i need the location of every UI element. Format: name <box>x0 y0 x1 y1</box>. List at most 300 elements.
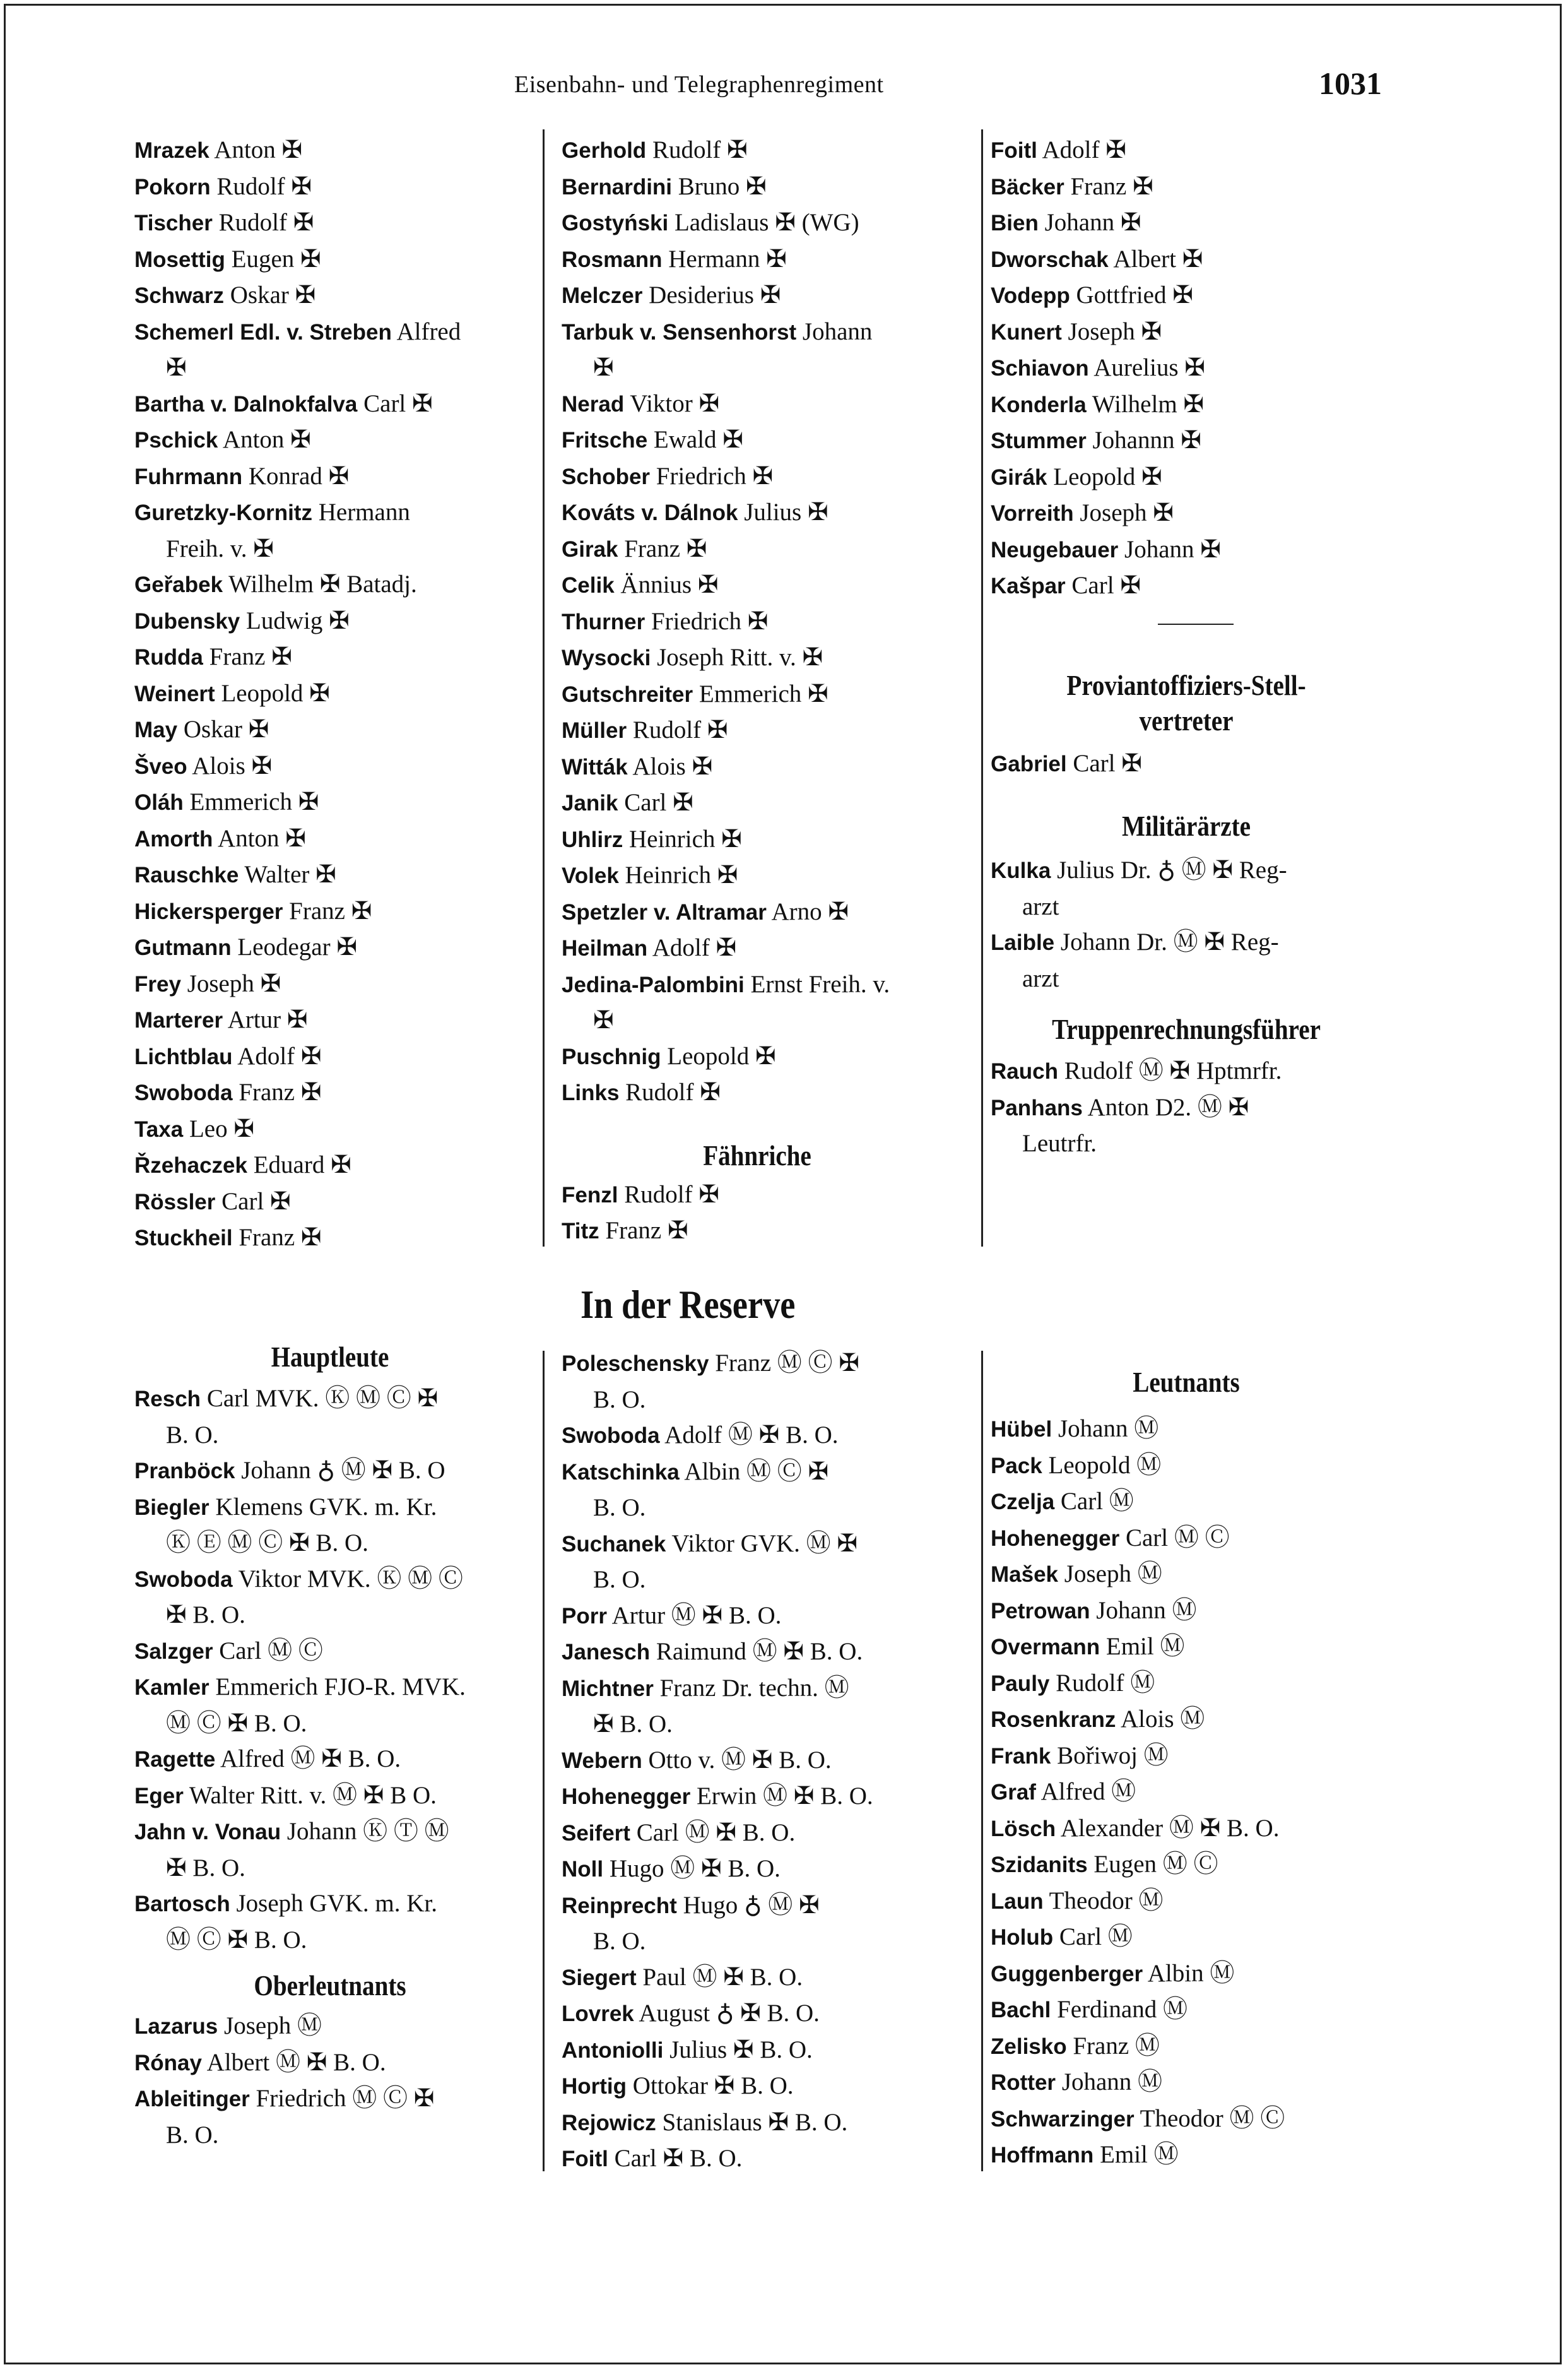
entry-surname: Szidanits <box>991 1853 1088 1877</box>
entry-details: Albert Ⓜ ✠ B. O. <box>206 2048 386 2076</box>
list-entry <box>562 1418 953 1454</box>
list-entry <box>134 2081 526 2118</box>
entry-surname: Links <box>562 1081 620 1105</box>
entry-surname: Titz <box>562 1219 599 1243</box>
entry-details: B. O. <box>166 1421 219 1449</box>
entry-surname: Thurner <box>562 609 645 634</box>
entry-details: Carl Ⓜ Ⓒ <box>219 1637 323 1664</box>
entry-details: Emmerich FJO-R. MVK. <box>215 1673 466 1700</box>
entry-surname: Foitl <box>562 2147 608 2171</box>
list-entry <box>134 205 526 242</box>
entry-details: Walter ✠ <box>244 861 336 888</box>
list-entry <box>991 1702 1382 1738</box>
list-entry <box>562 930 953 967</box>
list-entry <box>134 242 526 278</box>
entry-details: Alfred <box>396 317 461 345</box>
list-entry <box>991 169 1382 206</box>
list-entry <box>991 1919 1382 1956</box>
entry-details: Leopold ✠ <box>1053 463 1162 490</box>
list-entry <box>562 1634 953 1671</box>
list-entry <box>134 1562 526 1598</box>
entry-details: ✠ <box>593 1007 614 1034</box>
list-entry <box>562 1039 953 1076</box>
list-entry <box>991 1448 1382 1485</box>
list-entry <box>562 1888 953 1924</box>
entry-surname: Fuhrmann <box>134 464 243 489</box>
entry-surname: Fenzl <box>562 1182 618 1207</box>
entry-details: Carl ✠ <box>221 1187 291 1215</box>
entry-surname: Lazarus <box>134 2014 218 2039</box>
entry-details: Anton D2. Ⓜ ✠ <box>1087 1093 1249 1121</box>
entry-details: Franz ✠ <box>1070 172 1153 200</box>
list-entry <box>562 749 953 786</box>
entry-surname: Czelja <box>991 1490 1055 1514</box>
entry-surname: Lovrek <box>562 2001 634 2026</box>
list-entry <box>134 459 526 495</box>
reserve-column-2 <box>562 1346 953 2178</box>
list-entry <box>562 1526 953 1563</box>
entry-details: Carl ✠ B. O. <box>614 2145 743 2172</box>
name-list <box>991 746 1382 783</box>
reserve-column-3 <box>991 1363 1382 2174</box>
entry-surname: Vorreith <box>991 501 1074 526</box>
entry-details: Carl Ⓜ <box>1059 1923 1133 1950</box>
entry-details: Raimund Ⓜ ✠ B. O. <box>656 1638 863 1665</box>
entry-details: Artur ✠ <box>227 1006 308 1033</box>
entry-details: Albert ✠ <box>1113 245 1203 273</box>
list-entry <box>562 314 953 351</box>
entry-details: Carl ✠ <box>1073 749 1142 777</box>
list-entry <box>562 350 953 386</box>
entry-details: August ♁ ✠ B. O. <box>639 2000 820 2027</box>
entry-details: Gottfried ✠ <box>1076 282 1193 309</box>
entry-surname: Volek <box>562 863 619 888</box>
entry-details: Anton ✠ <box>222 426 311 453</box>
entry-surname: Resch <box>134 1387 201 1411</box>
entry-details: Theodor Ⓜ <box>1049 1887 1164 1914</box>
list-entry <box>991 2065 1382 2101</box>
list-entry <box>134 966 526 1003</box>
list-entry <box>991 1811 1382 1847</box>
entry-details: Joseph Ⓜ <box>224 2012 322 2039</box>
list-entry <box>134 133 526 169</box>
entry-details: Franz ✠ <box>605 1217 688 1244</box>
page-number: 1031 <box>1319 66 1382 101</box>
entry-details: B. O. <box>593 1494 646 1521</box>
entry-details: Rudolf ✠ <box>216 172 312 200</box>
entry-surname: Girak <box>562 537 618 562</box>
entry-details: Julius ✠ <box>744 499 828 526</box>
entry-details: Johann Ⓜ <box>1058 1415 1159 1442</box>
entry-details: Joseph ✠ <box>1068 317 1162 345</box>
section-title-hauptleute: Hauptleute <box>271 1341 389 1373</box>
entry-details: Franz ✠ <box>289 897 372 925</box>
entry-details: Oskar ✠ <box>230 282 316 309</box>
list-entry <box>991 925 1382 961</box>
entry-surname: Tischer <box>134 211 213 235</box>
list-entry <box>991 387 1382 424</box>
entry-surname: Laun <box>991 1889 1044 1914</box>
list-entry <box>134 2008 526 2045</box>
list-entry <box>562 2068 953 2105</box>
entry-details: Emil Ⓜ <box>1105 1633 1185 1660</box>
list-entry <box>991 853 1382 889</box>
entry-details: Hugo ♁ Ⓜ ✠ <box>683 1891 820 1919</box>
name-list <box>991 853 1382 997</box>
entry-details: Julius Dr. ♁ Ⓜ ✠ Reg- <box>1057 857 1287 884</box>
list-entry <box>134 1075 526 1112</box>
entry-surname: Taxa <box>134 1117 184 1142</box>
entry-details: Ladislaus ✠ (WG) <box>674 209 859 236</box>
entry-details: arzt <box>1022 892 1059 920</box>
entry-details: Joseph Ritt. v. ✠ <box>657 644 823 671</box>
name-list <box>991 133 1382 605</box>
list-entry <box>134 639 526 676</box>
entry-surname: Gabriel <box>991 751 1067 776</box>
list-entry <box>562 1960 953 1996</box>
section-title-reserve: In der Reserve <box>581 1282 796 1327</box>
list-entry <box>991 1847 1382 1883</box>
entry-details: Johann Ⓜ <box>1096 1596 1197 1624</box>
entry-surname: May <box>134 718 178 742</box>
entry-surname: Seifert <box>562 1820 630 1846</box>
entry-details: Theodor Ⓜ Ⓒ <box>1140 2104 1285 2132</box>
entry-details: Franz ✠ <box>624 535 707 562</box>
entry-surname: Janik <box>562 791 618 815</box>
entry-details: Anton ✠ <box>214 136 303 163</box>
entry-surname: Pschick <box>134 428 218 453</box>
entry-details: Hugo Ⓜ ✠ B. O. <box>609 1855 781 1882</box>
list-entry <box>562 205 953 242</box>
entry-surname: Noll <box>562 1857 604 1882</box>
list-entry <box>562 1743 953 1779</box>
list-entry <box>562 2105 953 2142</box>
list-entry <box>134 712 526 749</box>
entry-surname: Rosenkranz <box>991 1707 1116 1732</box>
reserve-column-1 <box>134 1338 526 2153</box>
entry-surname: Bäcker <box>991 174 1064 199</box>
entry-details: Alexander Ⓜ ✠ B. O. <box>1060 1814 1280 1842</box>
name-list <box>562 1346 953 2178</box>
list-entry <box>562 1996 953 2032</box>
list-entry <box>134 1669 526 1706</box>
entry-surname: Guggenberger <box>991 1961 1143 1986</box>
list-entry <box>134 1039 526 1076</box>
entry-surname: Hübel <box>991 1417 1052 1442</box>
list-entry <box>562 2141 953 2178</box>
list-entry <box>562 967 953 1004</box>
section-title-oberleutnants: Oberleutnants <box>254 1969 406 2001</box>
entry-details: Adolf ✠ <box>1042 136 1126 163</box>
list-entry <box>562 459 953 495</box>
entry-surname: Gutmann <box>134 935 232 960</box>
entry-details: Rudolf Ⓜ ✠ Hptmrfr. <box>1064 1057 1282 1084</box>
entry-surname: Michtner <box>562 1676 654 1701</box>
name-list <box>991 1053 1382 1162</box>
entry-details: B. O. <box>593 1385 646 1413</box>
entry-surname: Rauch <box>991 1059 1058 1084</box>
entry-details: Eugen Ⓜ Ⓒ <box>1093 1851 1218 1878</box>
list-entry <box>562 894 953 931</box>
section-title-militaeraerzte: Militärärzte <box>1121 810 1251 842</box>
entry-details: Desiderius ✠ <box>649 282 781 309</box>
name-list <box>134 2008 526 2153</box>
section-title-truppen: Truppenrechnungsführer <box>1052 1013 1321 1045</box>
entry-details: Leopold Ⓜ <box>1048 1451 1162 1479</box>
entry-details: Eugen ✠ <box>231 245 321 273</box>
entry-details: Ottokar ✠ B. O. <box>632 2072 794 2099</box>
list-entry <box>134 1490 526 1526</box>
list-entry <box>562 1490 953 1526</box>
list-entry <box>991 1090 1382 1127</box>
entry-details: ✠ B. O. <box>166 1854 245 1882</box>
list-entry <box>562 1671 953 1707</box>
entry-details: Leodegar ✠ <box>237 934 358 961</box>
entry-details: Albin Ⓜ Ⓒ ✠ <box>684 1457 829 1485</box>
list-entry <box>562 1213 953 1250</box>
entry-details: Julius ✠ B. O. <box>669 2036 813 2063</box>
entry-surname: Hortig <box>562 2074 627 2099</box>
list-entry <box>562 1346 953 1382</box>
entry-surname: Eger <box>134 1783 184 1808</box>
entry-surname: Marterer <box>134 1008 223 1033</box>
list-entry <box>562 242 953 278</box>
entry-details: Joseph Ⓜ <box>1064 1560 1162 1587</box>
list-entry <box>991 961 1382 997</box>
entry-details: Leutrfr. <box>1022 1130 1097 1157</box>
section-title-proviant: Proviantoffiziers-Stell- vertreter <box>1066 668 1306 737</box>
entry-surname: Wysocki <box>562 646 651 670</box>
list-entry <box>991 746 1382 783</box>
entry-surname: Rónay <box>134 2050 202 2075</box>
entry-surname: Šveo <box>134 754 187 779</box>
entry-details: Joseph ✠ <box>187 970 281 997</box>
list-entry <box>134 2045 526 2082</box>
entry-details: ✠ <box>166 354 187 381</box>
list-entry <box>991 532 1382 569</box>
entry-details: Franz Dr. techn. Ⓜ <box>659 1674 849 1702</box>
entry-surname: Nerad <box>562 391 625 417</box>
list-entry <box>562 1382 953 1418</box>
entry-surname: Řzehaczek <box>134 1153 247 1178</box>
entry-surname: Overmann <box>991 1635 1100 1659</box>
list-entry <box>991 495 1382 532</box>
entry-surname: Salzger <box>134 1639 213 1664</box>
entry-details: Carl Ⓜ ✠ B. O. <box>636 1818 796 1846</box>
list-entry <box>562 1779 953 1815</box>
entry-details: Alfred Ⓜ ✠ B. O. <box>220 1745 401 1772</box>
list-entry <box>134 278 526 314</box>
section-title-faehnriche: Fähnriche <box>703 1139 811 1171</box>
entry-details: Artur Ⓜ ✠ B. O. <box>611 1601 782 1629</box>
entry-details: Heinrich ✠ <box>628 825 742 853</box>
list-entry <box>991 1629 1382 1666</box>
entry-surname: Webern <box>562 1748 642 1773</box>
list-entry <box>134 495 526 531</box>
entry-surname: Rejowicz <box>562 2110 656 2135</box>
list-entry <box>562 2032 953 2069</box>
list-entry <box>991 1126 1382 1162</box>
entry-details: Adolf ✠ <box>237 1042 322 1070</box>
entry-details: Emmerich ✠ <box>189 788 319 815</box>
list-entry <box>562 858 953 894</box>
list-entry <box>991 1484 1382 1521</box>
entry-surname: Poleschensky <box>562 1351 709 1376</box>
entry-surname: Kunert <box>991 319 1062 345</box>
entry-details: Freih. v. ✠ <box>166 535 274 562</box>
entry-surname: Lichtblau <box>134 1044 233 1069</box>
entry-surname: Weinert <box>134 681 215 706</box>
list-entry <box>134 1778 526 1815</box>
entry-details: Rudolf ✠ <box>632 716 728 744</box>
entry-details: arzt <box>1022 964 1059 992</box>
entry-details: Paul Ⓜ ✠ B. O. <box>642 1963 803 1991</box>
name-list <box>991 1411 1382 2174</box>
entry-surname: Geřabek <box>134 572 223 597</box>
entry-surname: Stummer <box>991 429 1087 453</box>
entry-surname: Schober <box>562 464 651 489</box>
entry-surname: Mosettig <box>134 247 225 272</box>
entry-details: Konrad ✠ <box>248 462 350 490</box>
entry-details: Albin Ⓜ <box>1147 1959 1235 1987</box>
entry-details: Johann Dr. Ⓜ ✠ Reg- <box>1060 928 1279 956</box>
entry-surname: Janesch <box>562 1640 651 1664</box>
entry-surname: Melczer <box>562 283 643 308</box>
entry-surname: Amorth <box>134 826 213 851</box>
entry-details: Wilhelm ✠ Batadj. <box>228 571 417 598</box>
list-entry <box>134 2118 526 2154</box>
entry-surname: Swoboda <box>562 1423 660 1448</box>
entry-details: Ⓜ Ⓒ ✠ B. O. <box>166 1926 307 1954</box>
entry-details: Leo ✠ <box>189 1115 254 1142</box>
entry-details: Leopold ✠ <box>667 1042 776 1070</box>
list-entry <box>134 386 526 423</box>
entry-details: Johann ✠ <box>1124 535 1221 563</box>
entry-surname: Stuckheil <box>134 1226 233 1250</box>
entry-surname: Puschnig <box>562 1044 661 1069</box>
entry-details: Friedrich Ⓜ Ⓒ ✠ <box>256 2085 435 2112</box>
entry-surname: Ragette <box>134 1747 216 1772</box>
list-entry <box>134 1741 526 1778</box>
list-entry <box>134 676 526 713</box>
entry-details: Johann Ⓜ <box>1061 2068 1163 2096</box>
list-entry <box>991 889 1382 925</box>
list-entry <box>562 785 953 822</box>
list-entry <box>134 1706 526 1742</box>
entry-surname: Vodepp <box>991 283 1070 308</box>
entry-details: Carl ✠ <box>1071 572 1141 599</box>
list-entry <box>991 2137 1382 2174</box>
entry-surname: Rauschke <box>134 863 239 887</box>
list-entry <box>134 1598 526 1634</box>
entry-surname: Guretzky-Kornitz <box>134 501 312 525</box>
entry-details: Johann ♁ Ⓜ ✠ B. O <box>241 1457 445 1484</box>
entry-surname: Swoboda <box>134 1081 233 1105</box>
entry-details: Joseph GVK. m. Kr. <box>236 1890 437 1917</box>
entry-details: Rudolf ✠ <box>652 136 748 163</box>
entry-surname: Gostyński <box>562 211 669 235</box>
list-entry <box>991 278 1382 314</box>
list-entry <box>134 894 526 930</box>
entry-details: Aurelius ✠ <box>1093 354 1205 381</box>
entry-details: ✠ <box>593 354 614 381</box>
list-entry <box>134 1220 526 1257</box>
entry-details: B. O. <box>166 2121 219 2149</box>
entry-surname: Foitl <box>991 138 1037 163</box>
entry-surname: Reinprecht <box>562 1893 677 1918</box>
entry-surname: Holub <box>991 1925 1054 1950</box>
list-entry <box>562 278 953 314</box>
entry-details: B. O. <box>593 1566 646 1593</box>
short-rule <box>1158 624 1234 625</box>
list-entry <box>134 603 526 640</box>
list-entry <box>134 1923 526 1959</box>
entry-surname: Panhans <box>991 1095 1083 1120</box>
name-list <box>562 1177 953 1250</box>
list-entry <box>991 1883 1382 1920</box>
column-rule <box>543 129 545 1247</box>
entry-details: Arno ✠ <box>771 898 849 925</box>
list-entry <box>991 1053 1382 1090</box>
entry-surname: Pokorn <box>134 174 211 199</box>
list-entry <box>991 350 1382 387</box>
list-entry <box>562 1815 953 1852</box>
entry-details: Ernst Freih. v. <box>750 970 890 998</box>
entry-surname: Graf <box>991 1780 1036 1805</box>
entry-details: Franz ✠ <box>239 1224 322 1251</box>
list-entry <box>134 1634 526 1670</box>
entry-details: Eduard ✠ <box>253 1151 351 1178</box>
list-entry <box>562 604 953 641</box>
entry-details: Viktor ✠ <box>630 389 720 417</box>
list-entry <box>134 567 526 603</box>
entry-details: Ewald ✠ <box>653 426 743 453</box>
list-entry <box>562 1075 953 1112</box>
list-entry <box>991 1521 1382 1557</box>
list-entry <box>562 133 953 169</box>
entry-details: Carl ✠ <box>624 789 693 816</box>
running-header: Eisenbahn- und Telegraphenregiment <box>514 71 884 98</box>
list-entry <box>134 930 526 966</box>
entry-surname: Frank <box>991 1743 1051 1769</box>
entry-details: Viktor GVK. Ⓜ ✠ <box>671 1529 858 1557</box>
entry-details: Rudolf ✠ <box>218 209 314 236</box>
entry-surname: Ableitinger <box>134 2087 250 2111</box>
entry-surname: Rosmann <box>562 247 663 272</box>
entry-surname: Kulka <box>991 858 1051 883</box>
entry-details: Klemens GVK. m. Kr. <box>215 1493 437 1521</box>
column-1-active <box>134 133 526 1257</box>
entry-details: Franz Ⓜ <box>1073 2032 1160 2060</box>
list-entry <box>991 133 1382 169</box>
entry-details: Joseph ✠ <box>1080 499 1174 526</box>
entry-surname: Hickersperger <box>134 899 283 924</box>
entry-details: Johann Ⓚ Ⓣ Ⓜ <box>286 1818 449 1845</box>
entry-surname: Siegert <box>562 1965 637 1990</box>
list-entry <box>562 1924 953 1960</box>
entry-details: Hermann <box>318 499 410 526</box>
list-entry <box>991 460 1382 496</box>
entry-details: Stanislaus ✠ B. O. <box>662 2108 848 2136</box>
entry-surname: Rössler <box>134 1189 216 1214</box>
list-entry <box>134 1381 526 1418</box>
list-entry <box>562 386 953 423</box>
entry-details: Carl Ⓜ <box>1060 1488 1134 1515</box>
list-entry <box>134 422 526 459</box>
entry-surname: Frey <box>134 971 181 997</box>
column-rule <box>543 1351 545 2171</box>
entry-details: Emil Ⓜ <box>1100 2141 1179 2168</box>
